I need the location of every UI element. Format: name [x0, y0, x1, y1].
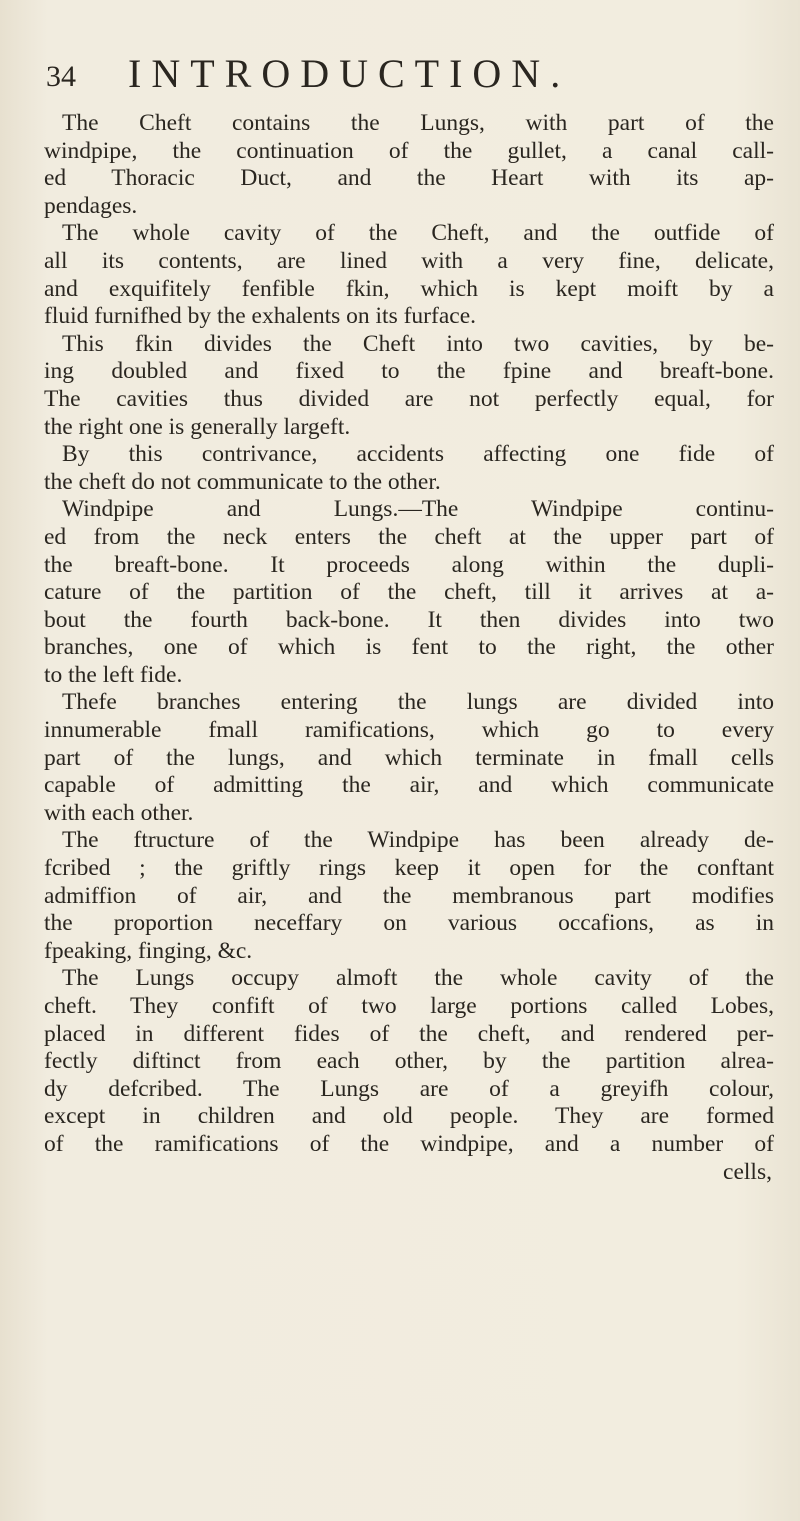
- text-line: the cheft do not communicate to the other.: [44, 468, 441, 495]
- text-line: the breaft-bone. It proceeds along within the dupli-: [44, 551, 774, 578]
- text-line: bout the fourth back-bone. It then divides into two: [44, 606, 774, 633]
- text-line: ed Thoracic Duct, and the Heart with its ap-: [44, 165, 774, 192]
- text-line: ed from the neck enters the cheft at the upper part of: [44, 523, 774, 550]
- text-line: pendages.: [44, 192, 138, 219]
- catchword: cells,: [723, 1158, 772, 1185]
- text-line: fpeaking, finging, &c.: [44, 937, 253, 964]
- text-line: and exquifitely fenfible fkin, which is kept moift by a: [44, 275, 774, 302]
- page-number: 34: [46, 60, 76, 93]
- text-line: The Lungs occupy almoft the whole cavity of the: [62, 965, 774, 992]
- text-line: innumerable fmall ramifications, which go to every: [44, 717, 774, 744]
- text-line: The ftructure of the Windpipe has been already de-: [62, 827, 774, 854]
- text-line: capable of admitting the air, and which communicate: [44, 772, 774, 799]
- text-line: Thefe branches entering the lungs are divided into: [62, 689, 774, 716]
- text-line: placed in different fides of the cheft, and rendered per-: [44, 1020, 774, 1047]
- text-line: cheft. They confift of two large portions called Lobes,: [44, 993, 774, 1019]
- text-line: windpipe, the continuation of the gullet, a canal call-: [44, 137, 774, 164]
- running-head: INTRODUCTION.: [128, 51, 571, 96]
- text-line: The cavities thus divided are not perfectly equal, for: [44, 385, 774, 412]
- text-line: fluid furnifhed by the exhalents on its furface.: [44, 303, 476, 330]
- body-text: [44, 110, 774, 1186]
- text-line: ing doubled and fixed to the fpine and breaft-bone.: [44, 358, 774, 385]
- text-line: Windpipe and Lungs.—The Windpipe continu-: [62, 496, 774, 523]
- text-line: except in children and old people. They are formed: [44, 1103, 774, 1130]
- text-line: the right one is generally largeft.: [44, 413, 351, 440]
- text-line: The whole cavity of the Cheft, and the outfide of: [62, 220, 774, 247]
- text-line: part of the lungs, and which terminate in fmall cells: [44, 744, 774, 771]
- text-line: cature of the partition of the cheft, till it arrives at a-: [44, 579, 774, 606]
- text-line: with each other.: [44, 799, 194, 826]
- page-header: [46, 50, 766, 100]
- text-line: the proportion neceffary on various occafions, as in: [44, 910, 774, 937]
- text-line: admiffion of air, and the membranous part modifies: [44, 882, 774, 909]
- text-line: branches, one of which is fent to the right, the other: [44, 634, 774, 661]
- text-line: This fkin divides the Cheft into two cavities, by be-: [62, 330, 774, 357]
- text-line: The Cheft contains the Lungs, with part of the: [62, 110, 774, 136]
- text-line: fectly diftinct from each other, by the partition alrea-: [44, 1048, 774, 1075]
- text-line: to the left fide.: [44, 661, 183, 688]
- text-line: of the ramifications of the windpipe, and a number of: [44, 1130, 774, 1157]
- text-line: all its contents, are lined with a very fine, delicate,: [44, 247, 774, 274]
- text-line: dy defcribed. The Lungs are of a greyifh colour,: [44, 1075, 774, 1102]
- text-line: fcribed ; the griftly rings keep it open for the conftant: [44, 855, 774, 882]
- text-line: By this contrivance, accidents affecting one fide of: [62, 441, 774, 468]
